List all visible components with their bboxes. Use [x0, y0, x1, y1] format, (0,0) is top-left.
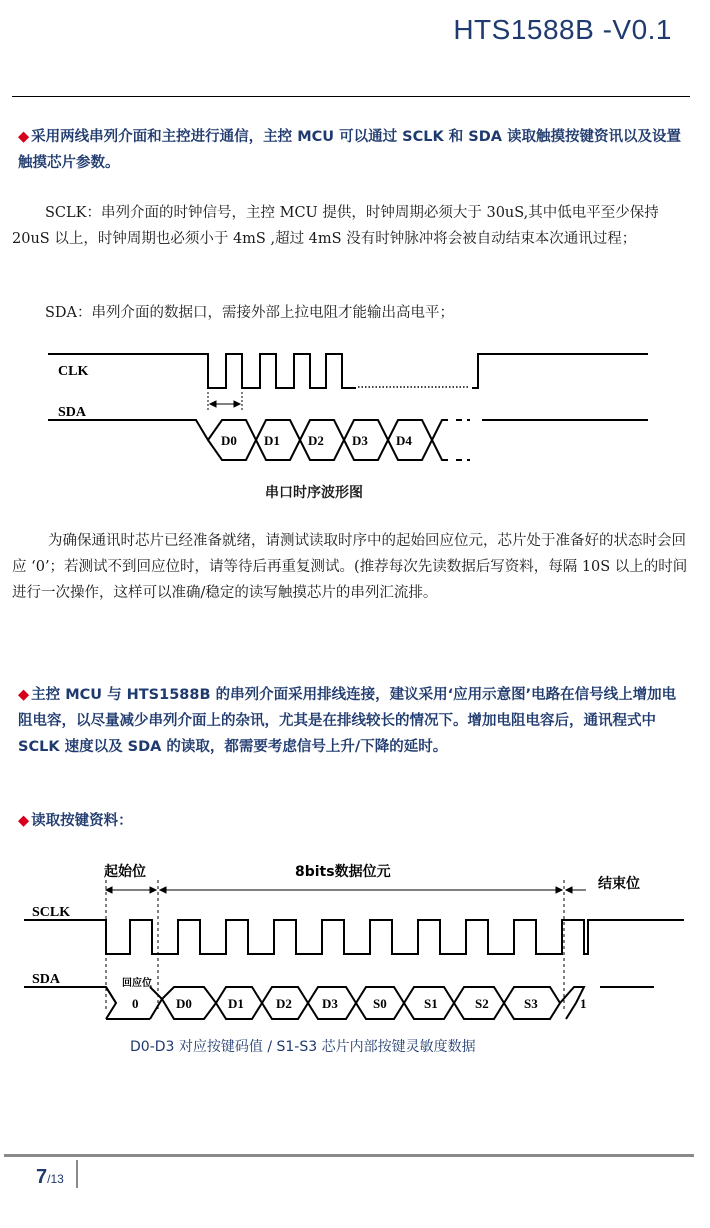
end-bit-label: 结束位: [598, 876, 640, 892]
sda-waveform: [48, 420, 648, 460]
end-bit-value: 1: [580, 996, 587, 1011]
page-number: [36, 1166, 64, 1189]
footer-rule: [4, 1154, 694, 1157]
section1-heading: 采用两线串列介面和主控进行通信，主控 MCU 可以通过 SCLK 和 SDA 读取触摸按键资讯以及设置触摸芯片参数。: [18, 129, 682, 171]
document-title: HTS1588B -V0.1: [453, 14, 672, 45]
diagram1-caption: 串口时序波形图: [265, 485, 363, 501]
total-pages: /13: [47, 1172, 64, 1186]
sclk-description: SCLK：串列介面的时钟信号，主控 MCU 提供，时钟周期必须大于 30uS,其中低电平至少保持 20uS 以上，时钟周期也必须小于 4mS ,超过 4mS 没有时钟脉冲将会被自动结束本次通讯过程；: [12, 205, 659, 247]
ready-paragraph: 为确保通讯时芯片已经准备就绪，请测试读取时序中的起始回应位元，芯片处于准备好的状态时会回应 ‘0’；若测试不到回应位时，请等待后再重复测试。(推荐每次先读数据后写资料，每隔 10S 以上的时间进行一次操作，这样可以准确/稳定的读写触摸芯片的串列汇流排。: [12, 533, 688, 601]
sda-bit-label: D2: [276, 996, 292, 1011]
ack-bit-value: 0: [132, 996, 139, 1011]
sda-bit-label: S0: [373, 996, 387, 1011]
sda-bit-label: D3: [322, 996, 338, 1011]
sda-bit-label: D1: [264, 433, 280, 448]
sda-bit-label: D1: [228, 996, 244, 1011]
header-rule: [12, 96, 690, 97]
section2-heading-block: [18, 682, 690, 760]
sda-bit-label: D0: [176, 996, 192, 1011]
section3-heading-block: [18, 808, 690, 834]
section2-heading: 主控 MCU 与 HTS1588B 的串列介面采用排线连接，建议采用‘应用示意图’电路在信号线上增加电阻电容，以尽量减少串列介面上的杂讯，尤其是在排线较长的情况下。增加电阻电容后，通讯程式中 SCLK 速度以及 SDA 的读取，都需要考虑信号上升/下降的延时。: [18, 687, 677, 755]
clk-waveform: [48, 354, 356, 388]
sda-bit-label: S1: [424, 996, 438, 1011]
clk-waveform-end: [472, 354, 648, 388]
start-bit-label: 起始位: [104, 864, 146, 880]
section1-heading-block: [18, 124, 690, 176]
data-bits-label: 8bits数据位元: [295, 864, 391, 880]
sda-description: SDA：串列介面的数据口，需接外部上拉电阻才能输出高电平；: [45, 305, 455, 321]
sda-label: SDA: [32, 972, 61, 987]
sclk-waveform: [24, 920, 684, 954]
sda-label: SDA: [58, 405, 87, 420]
period-arrow: [208, 392, 242, 410]
sda-bit-label: D2: [308, 433, 324, 448]
page-number-divider: [76, 1160, 78, 1188]
diagram2-caption: D0-D3 对应按键码值 / S1-S3 芯片内部按键灵敏度数据: [130, 1039, 476, 1055]
ack-bit-label: 回应位: [122, 978, 152, 989]
sda-bit-label: D0: [221, 433, 237, 448]
clk-label: CLK: [58, 364, 89, 379]
sda-bit-label: D3: [352, 433, 368, 448]
timing-diagram-2: [0, 856, 710, 1034]
sclk-label: SCLK: [32, 905, 71, 920]
sda-bit-label: S2: [475, 996, 489, 1011]
diamond-bullet-icon: ◆: [18, 129, 30, 145]
sda-waveform: [24, 987, 654, 1019]
section3-heading: 读取按键资料：: [31, 813, 133, 829]
sda-bit-label: S3: [524, 996, 538, 1011]
current-page: 7: [36, 1166, 48, 1188]
diamond-bullet-icon: ◆: [18, 687, 30, 703]
diamond-bullet-icon: ◆: [18, 813, 30, 829]
sda-bit-label: D4: [396, 433, 412, 448]
